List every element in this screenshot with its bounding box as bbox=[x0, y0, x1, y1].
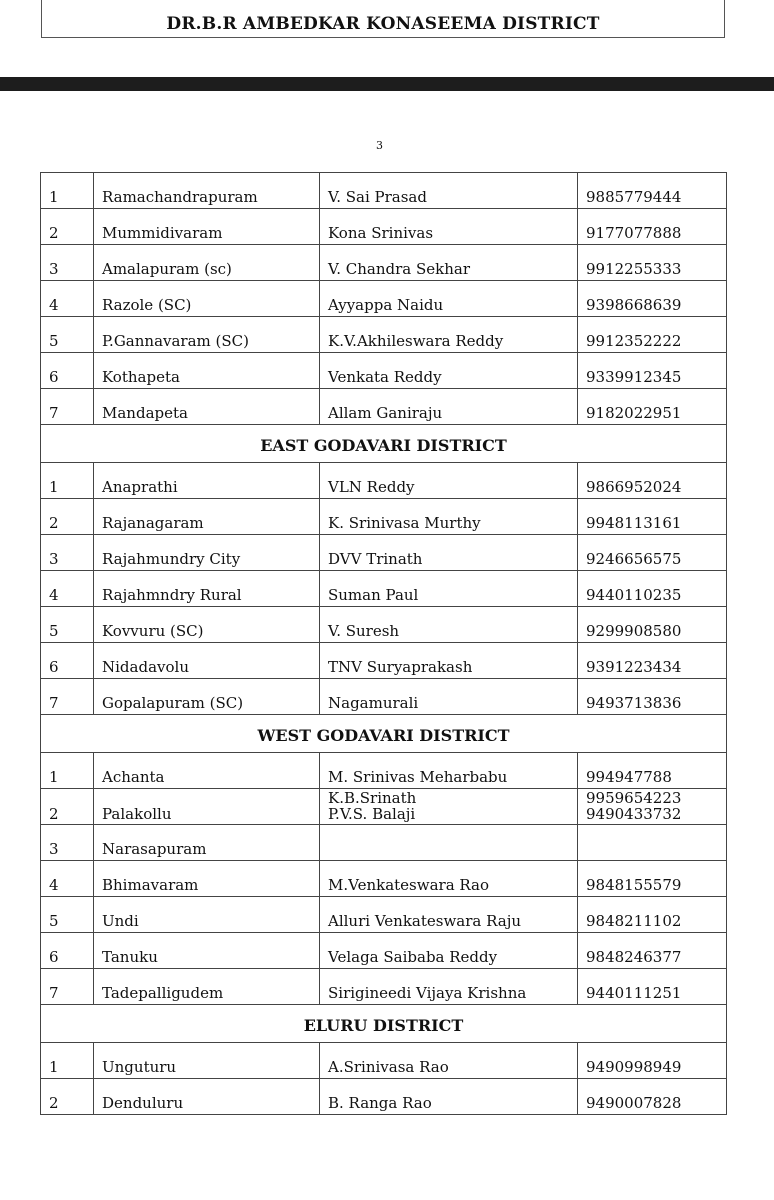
contact-name-cell bbox=[320, 1043, 578, 1079]
constituency-cell: Anaprathi bbox=[94, 463, 320, 499]
phone-number-cell bbox=[578, 173, 727, 209]
phone-number: 9177077888 bbox=[586, 224, 682, 242]
district-header-box bbox=[41, 0, 725, 38]
serial-number-cell: 7 bbox=[41, 969, 94, 1005]
constituency-cell: Achanta bbox=[94, 753, 320, 789]
table-row bbox=[41, 1079, 727, 1115]
serial-number-cell: 6 bbox=[41, 643, 94, 679]
phone-number: 9848246377 bbox=[586, 948, 682, 966]
table-row bbox=[41, 571, 727, 607]
phone-number: 9848211102 bbox=[586, 912, 682, 930]
contact-name: V. Suresh bbox=[328, 622, 400, 640]
phone-number-cell bbox=[578, 861, 727, 897]
phone-number-cell bbox=[578, 571, 727, 607]
contact-name: M. Srinivas Meharbabu bbox=[328, 768, 508, 786]
phone-number-cell bbox=[578, 643, 727, 679]
serial-number-cell: 5 bbox=[41, 607, 94, 643]
district-header-row bbox=[41, 1005, 727, 1043]
constituency-cell: Rajahmndry Rural bbox=[94, 571, 320, 607]
constituency-cell: Nidadavolu bbox=[94, 643, 320, 679]
contact-name: DVV Trinath bbox=[328, 550, 423, 568]
serial-number-cell: 2 bbox=[41, 1079, 94, 1115]
contact-name-cell bbox=[320, 1079, 578, 1115]
contacts-table-body bbox=[41, 173, 727, 1115]
serial-number-cell: 4 bbox=[41, 861, 94, 897]
contact-name-cell bbox=[320, 861, 578, 897]
phone-number: 9959654223 bbox=[586, 789, 682, 807]
phone-number: 9912352222 bbox=[586, 332, 682, 350]
serial-number-cell: 3 bbox=[41, 825, 94, 861]
phone-number-cell bbox=[578, 535, 727, 571]
contact-name: Velaga Saibaba Reddy bbox=[328, 948, 498, 966]
phone-number-cell bbox=[578, 1043, 727, 1079]
phone-number: 9398668639 bbox=[586, 296, 682, 314]
phone-number: 9246656575 bbox=[586, 550, 682, 568]
phone-number: 9182022951 bbox=[586, 404, 682, 422]
contact-name-cell bbox=[320, 389, 578, 425]
contact-name-cell bbox=[320, 499, 578, 535]
contact-name: Alluri Venkateswara Raju bbox=[328, 912, 522, 930]
table-row bbox=[41, 317, 727, 353]
phone-number: 994947788 bbox=[586, 768, 672, 786]
table-row bbox=[41, 825, 727, 861]
phone-number-cell bbox=[578, 825, 727, 861]
phone-number: 9948113161 bbox=[586, 514, 682, 532]
phone-number: 9490007828 bbox=[586, 1094, 682, 1112]
constituency-cell: Denduluru bbox=[94, 1079, 320, 1115]
phone-number: 9440110235 bbox=[586, 586, 682, 604]
district-header-row bbox=[41, 425, 727, 463]
constituency-cell: Palakollu bbox=[94, 789, 320, 825]
contact-name: Suman Paul bbox=[328, 586, 419, 604]
contact-name-cell bbox=[320, 753, 578, 789]
table-row bbox=[41, 209, 727, 245]
contact-name-cell bbox=[320, 353, 578, 389]
constituency-cell: Rajanagaram bbox=[94, 499, 320, 535]
contacts-table bbox=[40, 172, 727, 1115]
phone-number-cell bbox=[578, 607, 727, 643]
table-row bbox=[41, 281, 727, 317]
constituency-cell: P.Gannavaram (SC) bbox=[94, 317, 320, 353]
table-row bbox=[41, 679, 727, 715]
serial-number-cell: 1 bbox=[41, 1043, 94, 1079]
contact-name: Ayyappa Naidu bbox=[328, 296, 444, 314]
phone-number-cell bbox=[578, 317, 727, 353]
table-row bbox=[41, 1043, 727, 1079]
constituency-cell: Amalapuram (sc) bbox=[94, 245, 320, 281]
serial-number-cell: 1 bbox=[41, 753, 94, 789]
contact-name-cell bbox=[320, 643, 578, 679]
phone-number-cell bbox=[578, 969, 727, 1005]
page-number: 3 bbox=[376, 139, 383, 152]
contact-name: Venkata Reddy bbox=[328, 368, 442, 386]
constituency-cell: Tanuku bbox=[94, 933, 320, 969]
table-row bbox=[41, 753, 727, 789]
phone-number-cell bbox=[578, 897, 727, 933]
serial-number-cell: 5 bbox=[41, 317, 94, 353]
table-row bbox=[41, 535, 727, 571]
district-title: DR.B.R AMBEDKAR KONASEEMA DISTRICT bbox=[166, 14, 600, 34]
phone-number-cell bbox=[578, 789, 727, 825]
contact-name-cell bbox=[320, 825, 578, 861]
contact-name: VLN Reddy bbox=[328, 478, 415, 496]
contact-name: Kona Srinivas bbox=[328, 224, 434, 242]
constituency-cell: Rajahmundry City bbox=[94, 535, 320, 571]
table-row bbox=[41, 643, 727, 679]
serial-number-cell: 4 bbox=[41, 281, 94, 317]
table-row bbox=[41, 389, 727, 425]
serial-number-cell: 1 bbox=[41, 173, 94, 209]
district-header-cell: EAST GODAVARI DISTRICT bbox=[41, 425, 727, 463]
phone-number: 9391223434 bbox=[586, 658, 682, 676]
contact-name: K. Srinivasa Murthy bbox=[328, 514, 481, 532]
table-row bbox=[41, 499, 727, 535]
contact-name: K.B.Srinath bbox=[328, 789, 417, 807]
contact-name-cell bbox=[320, 897, 578, 933]
constituency-cell: Undi bbox=[94, 897, 320, 933]
contact-name-cell bbox=[320, 209, 578, 245]
serial-number-cell: 7 bbox=[41, 679, 94, 715]
constituency-cell: Mandapeta bbox=[94, 389, 320, 425]
serial-number-cell: 3 bbox=[41, 245, 94, 281]
constituency-cell: Unguturu bbox=[94, 1043, 320, 1079]
constituency-cell: Tadepalligudem bbox=[94, 969, 320, 1005]
contact-name-cell bbox=[320, 317, 578, 353]
phone-number: 9848155579 bbox=[586, 876, 682, 894]
contact-name-cell bbox=[320, 969, 578, 1005]
contact-name-cell bbox=[320, 281, 578, 317]
phone-number: 9490433732 bbox=[586, 805, 682, 823]
contact-name: B. Ranga Rao bbox=[328, 1094, 432, 1112]
phone-number-cell bbox=[578, 281, 727, 317]
contact-name: Nagamurali bbox=[328, 694, 419, 712]
constituency-cell: Kovvuru (SC) bbox=[94, 607, 320, 643]
contact-name: V. Chandra Sekhar bbox=[328, 260, 470, 278]
table-row bbox=[41, 245, 727, 281]
serial-number-cell: 6 bbox=[41, 933, 94, 969]
phone-number-cell bbox=[578, 499, 727, 535]
phone-number: 9440111251 bbox=[586, 984, 682, 1002]
district-header-row bbox=[41, 715, 727, 753]
contact-name: TNV Suryaprakash bbox=[328, 658, 473, 676]
constituency-cell: Mummidivaram bbox=[94, 209, 320, 245]
contact-name-cell bbox=[320, 535, 578, 571]
contact-name: Allam Ganiraju bbox=[328, 404, 443, 422]
phone-number: 9339912345 bbox=[586, 368, 682, 386]
contact-name-cell bbox=[320, 679, 578, 715]
table-row bbox=[41, 897, 727, 933]
table-row bbox=[41, 173, 727, 209]
serial-number-cell: 1 bbox=[41, 463, 94, 499]
table-row bbox=[41, 607, 727, 643]
constituency-cell: Narasapuram bbox=[94, 825, 320, 861]
phone-number: 9299908580 bbox=[586, 622, 682, 640]
black-divider-bar bbox=[0, 77, 774, 91]
table-row bbox=[41, 353, 727, 389]
phone-number-cell bbox=[578, 463, 727, 499]
serial-number-cell: 5 bbox=[41, 897, 94, 933]
phone-number: 9912255333 bbox=[586, 260, 682, 278]
constituency-cell: Razole (SC) bbox=[94, 281, 320, 317]
phone-number-cell bbox=[578, 679, 727, 715]
table-row bbox=[41, 861, 727, 897]
contact-name: Sirigineedi Vijaya Krishna bbox=[328, 984, 527, 1002]
phone-number-cell bbox=[578, 933, 727, 969]
constituency-cell: Ramachandrapuram bbox=[94, 173, 320, 209]
phone-number-cell bbox=[578, 389, 727, 425]
contact-name-cell bbox=[320, 463, 578, 499]
phone-number-cell bbox=[578, 353, 727, 389]
table-row bbox=[41, 969, 727, 1005]
serial-number-cell: 2 bbox=[41, 789, 94, 825]
constituency-cell: Gopalapuram (SC) bbox=[94, 679, 320, 715]
phone-number-cell bbox=[578, 753, 727, 789]
contact-name-cell bbox=[320, 571, 578, 607]
constituency-cell: Kothapeta bbox=[94, 353, 320, 389]
contact-name-cell bbox=[320, 789, 578, 825]
contact-name: M.Venkateswara Rao bbox=[328, 876, 490, 894]
contact-name: V. Sai Prasad bbox=[328, 188, 427, 206]
table-row bbox=[41, 463, 727, 499]
phone-number: 9866952024 bbox=[586, 478, 682, 496]
contact-name: A.Srinivasa Rao bbox=[328, 1058, 449, 1076]
contact-name-cell bbox=[320, 245, 578, 281]
phone-number-cell bbox=[578, 209, 727, 245]
phone-number-cell bbox=[578, 1079, 727, 1115]
serial-number-cell: 3 bbox=[41, 535, 94, 571]
phone-number: 9490998949 bbox=[586, 1058, 682, 1076]
phone-number: 9885779444 bbox=[586, 188, 682, 206]
contact-name-cell bbox=[320, 933, 578, 969]
serial-number-cell: 7 bbox=[41, 389, 94, 425]
constituency-cell: Bhimavaram bbox=[94, 861, 320, 897]
contact-name: P.V.S. Balaji bbox=[328, 805, 416, 823]
serial-number-cell: 6 bbox=[41, 353, 94, 389]
serial-number-cell: 4 bbox=[41, 571, 94, 607]
district-header-cell: WEST GODAVARI DISTRICT bbox=[41, 715, 727, 753]
contact-name-cell bbox=[320, 607, 578, 643]
contact-name: K.V.Akhileswara Reddy bbox=[328, 332, 504, 350]
contact-name-cell bbox=[320, 173, 578, 209]
phone-number: 9493713836 bbox=[586, 694, 682, 712]
serial-number-cell: 2 bbox=[41, 209, 94, 245]
serial-number-cell: 2 bbox=[41, 499, 94, 535]
district-header-cell: ELURU DISTRICT bbox=[41, 1005, 727, 1043]
phone-number-cell bbox=[578, 245, 727, 281]
table-row bbox=[41, 933, 727, 969]
table-row bbox=[41, 789, 727, 825]
